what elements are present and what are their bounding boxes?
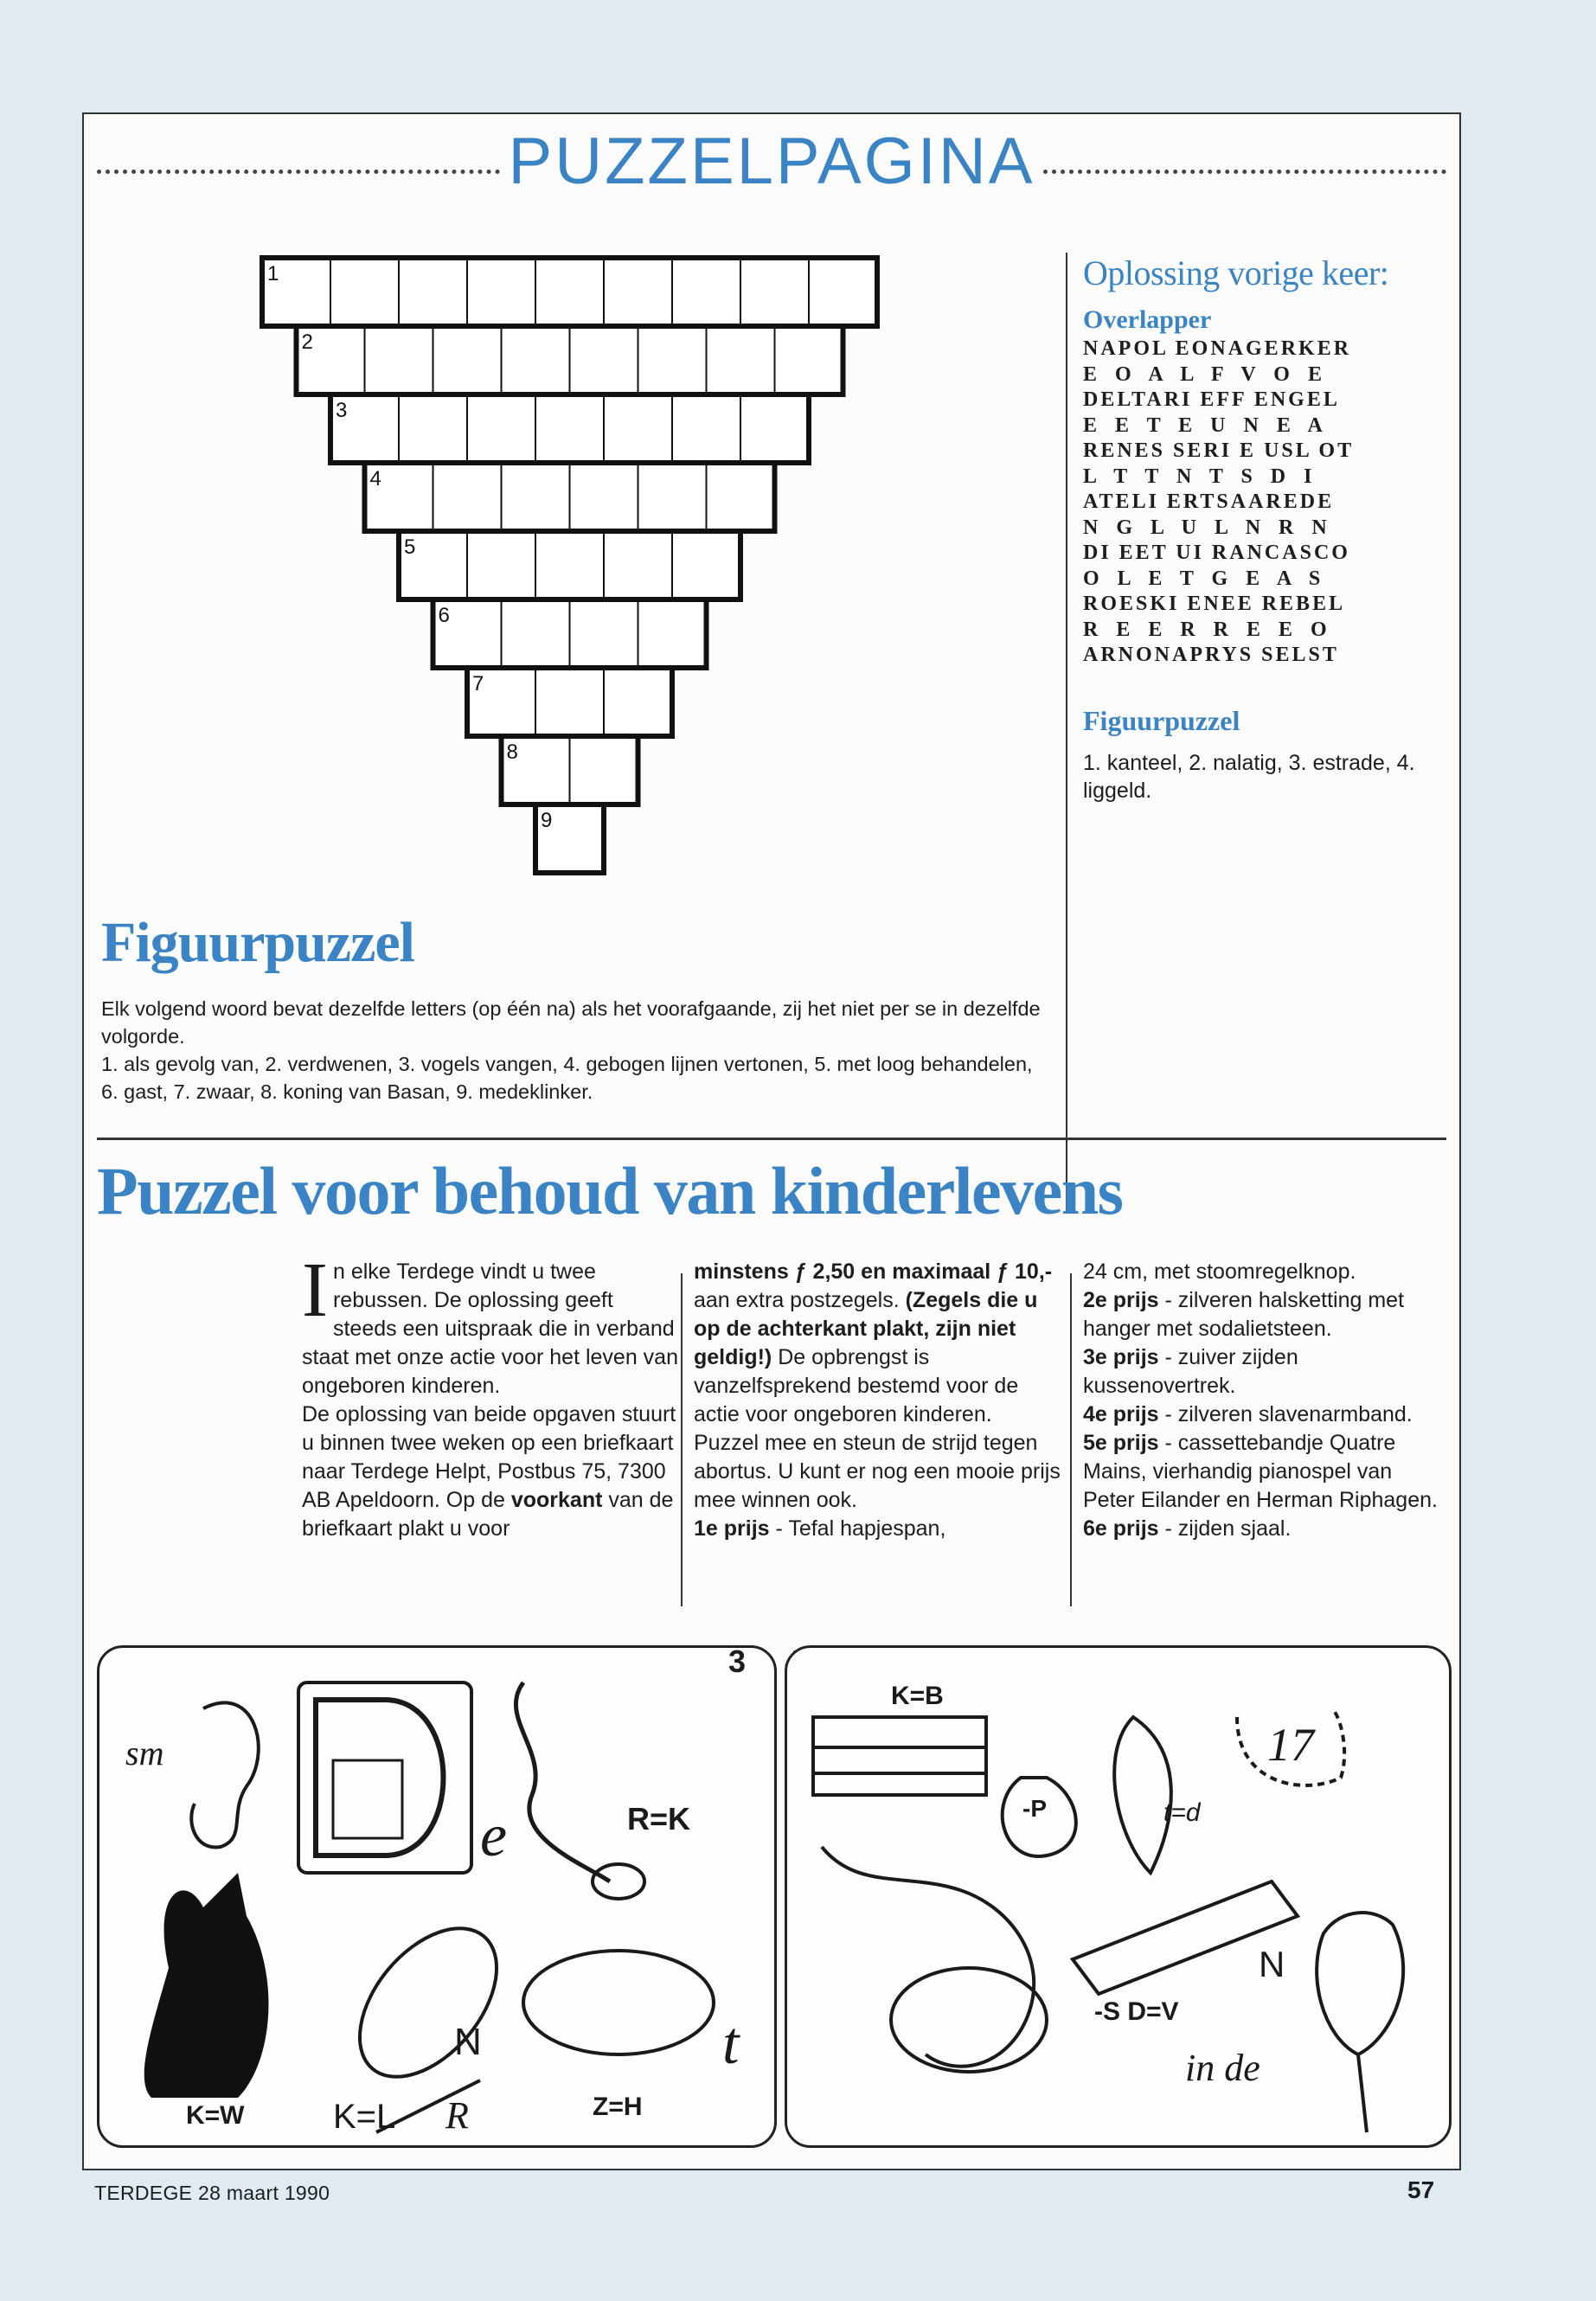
buckle-icon [593, 1864, 644, 1899]
overlapper-line: R E E R R E E O [1083, 618, 1330, 641]
article-bold: minstens ƒ 2,50 en maximaal ƒ 10,- [694, 1259, 1053, 1284]
rebus-label-p: -P [1022, 1795, 1047, 1822]
rebus-4-panel [785, 1645, 1452, 2148]
antlers-icon [822, 1847, 1034, 2067]
figuur-solution-text: 1. kanteel, 2. nalatig, 3. estrade, 4. liggeld. [1083, 750, 1415, 803]
rebus-label-n4: N [1259, 1944, 1285, 1984]
rebus-label-kw: K=W [186, 2101, 245, 2130]
rebus-label-rk: R=K [627, 1801, 691, 1836]
header-dots-right [1043, 170, 1446, 174]
grid-cell[interactable] [570, 736, 638, 804]
overlapper-line: E E T E U N E A [1083, 413, 1325, 437]
article-column-3 [1083, 1258, 1446, 1543]
prize-line [694, 1515, 1066, 1543]
grate-icon [333, 1760, 402, 1838]
overlapper-line: ARNONAPRYS SELST [1083, 644, 1339, 666]
carrot-icon [1114, 1717, 1171, 1873]
prize-label: 4e prijs [1083, 1402, 1159, 1426]
prize-label: 5e prijs [1083, 1431, 1159, 1455]
overlapper-line: ROESKI ENEE REBEL [1083, 593, 1346, 615]
previous-solution [1083, 253, 1446, 804]
grid-row-number: 3 [336, 399, 348, 422]
overlapper-line: L T T N T S D I [1083, 465, 1315, 488]
prize-label: 1e prijs [694, 1516, 770, 1541]
page-header [97, 127, 1446, 196]
prize-text: - zilveren slavenarmband. [1158, 1402, 1413, 1426]
column-rule [1070, 1273, 1072, 1606]
grid-cell[interactable] [570, 463, 638, 531]
grid-cell[interactable] [433, 463, 502, 531]
sieve-icon [523, 1951, 714, 2054]
rebus-label-n: N [454, 2021, 482, 2063]
grid-cell[interactable] [502, 599, 570, 668]
rebus-3-drawing [99, 1648, 774, 2145]
rebus-3-panel [97, 1645, 777, 2148]
figuur-solution-title: Figuurpuzzel [1083, 704, 1240, 736]
figuurpuzzel-body [101, 995, 1044, 1106]
grid-cell[interactable] [672, 394, 740, 463]
grid-cell[interactable] [502, 326, 570, 394]
rebus-label-cup: 17 [1267, 1719, 1314, 1771]
grid-row-number: 2 [301, 330, 313, 354]
grid-row-number: 9 [541, 809, 553, 832]
grid-cell[interactable] [467, 394, 535, 463]
figuurpuzzel-title: Figuurpuzzel [101, 911, 414, 974]
prize-text: - cassettebandje Quatre Mains, vierhandig pianospel van Peter Eilander en Herman Riphagen. [1083, 1431, 1438, 1512]
grid-row-number: 1 [267, 262, 279, 285]
overlapper-line: RENES SERI E USL OT [1083, 439, 1355, 462]
rebus-label-e: e [480, 1803, 508, 1869]
section-divider [97, 1138, 1446, 1140]
overlapper-line: E O A L F V O E [1083, 362, 1324, 386]
grid-row-number: 7 [472, 672, 484, 695]
grid-cell[interactable] [707, 463, 775, 531]
prize-text: - zijden sjaal. [1158, 1516, 1292, 1541]
overlapper-line: ATELI ERTSAAREDE [1083, 490, 1335, 513]
cat-icon [144, 1873, 269, 2098]
grid-cell[interactable] [467, 531, 535, 599]
grid-cell[interactable] [740, 394, 809, 463]
solution-heading: Oplossing vorige keer: [1083, 253, 1389, 292]
grid-cell[interactable] [672, 258, 740, 326]
grid-cell[interactable] [775, 326, 843, 394]
prize-text: - zuiver zijden kussenovertrek. [1083, 1345, 1298, 1398]
rebus-label-kl: K=L [333, 2098, 396, 2136]
grid-cell[interactable] [535, 531, 604, 599]
column-rule [681, 1273, 683, 1606]
article-bold: (Zegels die u op de achterkant plakt, zijn niet geldig!) [694, 1288, 1038, 1369]
measuring-tape-icon [516, 1682, 610, 1881]
rebus-label-sdv: -S D=V [1094, 1997, 1179, 2026]
prize-line [1083, 1515, 1446, 1543]
grid-cell[interactable] [535, 394, 604, 463]
footer-issue: TERDEGE 28 maart 1990 [94, 2182, 330, 2204]
drop-cap: I [302, 1247, 328, 1333]
grid-row-number: 4 [369, 467, 381, 490]
rebus-label-zh: Z=H [593, 2093, 643, 2121]
grid-cell[interactable] [365, 326, 433, 394]
grid-cell[interactable] [809, 258, 877, 326]
prize-label: 2e prijs [1083, 1288, 1159, 1312]
page-number: 57 [1407, 2176, 1435, 2203]
grid-cell[interactable] [570, 599, 638, 668]
grid-cell[interactable] [638, 463, 707, 531]
grid-cell[interactable] [604, 394, 672, 463]
deer-head-icon [891, 1968, 1047, 2072]
grid-cell[interactable] [502, 463, 570, 531]
overlapper-solution [1083, 336, 1446, 669]
overlapper-line: O L E T G E A S [1083, 567, 1324, 590]
rebus-label-t: t [722, 2010, 740, 2077]
overlapper-line: NAPOL EONAGERKER [1083, 337, 1352, 360]
article-text: aan extra postzegels. [694, 1288, 906, 1312]
prize-line [1083, 1343, 1446, 1400]
page-title: PUZZELPAGINA [508, 125, 1035, 198]
prize-line [1083, 1429, 1446, 1515]
rebus-label-sm: sm [125, 1734, 164, 1772]
grid-cell[interactable] [433, 326, 502, 394]
inverted-triangle-grid [257, 253, 897, 884]
overlapper-title: Overlapper [1083, 305, 1212, 334]
article-column-1 [302, 1247, 678, 1543]
rebus-label-r: R [445, 2094, 469, 2137]
grid-cell[interactable] [604, 258, 672, 326]
article-column-2 [694, 1258, 1066, 1543]
article-text: De opbrengst is vanzelfsprekend bestemd voor de actie voor ongeboren kinderen. [694, 1345, 1019, 1426]
grid-cell[interactable] [707, 326, 775, 394]
grid-cell[interactable] [740, 258, 809, 326]
prize-text: - Tefal hapjespan, [769, 1516, 946, 1541]
rebus-label-kb: K=B [891, 1682, 944, 1710]
article-paragraph [302, 1247, 678, 1400]
page-frame [82, 112, 1461, 2204]
beetle-icon [333, 1903, 523, 2102]
article-text: n elke Terdege vindt u twee rebussen. De oplossing geeft steeds een uitspraak die in verband staat met onze actie voor het leven van ongeboren kinderen. [302, 1259, 678, 1398]
prize-label: 6e prijs [1083, 1516, 1159, 1541]
rebus-4-drawing [787, 1648, 1449, 2145]
kinder-title: Puzzel voor behoud van kinderlevens [97, 1153, 1123, 1228]
grid-row-number: 6 [438, 604, 450, 627]
grid-cell[interactable] [330, 258, 399, 326]
rebus-number-left: 3 [728, 1644, 747, 1679]
grid-row-number: 8 [506, 740, 518, 764]
article-paragraph: 24 cm, met stoomregelknop. [1083, 1259, 1356, 1284]
prize-line [1083, 1286, 1446, 1343]
overlapper-line: DELTARI EFF ENGEL [1083, 388, 1340, 411]
article-paragraph [694, 1258, 1066, 1429]
article-paragraph: Puzzel mee en steun de strijd tegen abortus. U kunt er nog een mooie prijs mee winnen ook. [694, 1431, 1061, 1512]
grid-cell[interactable] [399, 258, 467, 326]
grid-cell[interactable] [535, 668, 604, 736]
overlapper-line: N G L U L N R N [1083, 516, 1330, 539]
grid-cell[interactable] [604, 668, 672, 736]
figuurpuzzel-clues: 1. als gevolg van, 2. verdwenen, 3. vogels vangen, 4. gebogen lijnen vertonen, 5. met loog behandelen, 6. gast, 7. zwaar, 8. koning van Basan, 9. medeklinker. [101, 1053, 1033, 1103]
prize-text: - zilveren halsketting met hanger met sodalietsteen. [1083, 1288, 1405, 1341]
grid-cell[interactable] [638, 326, 707, 394]
grid-cell[interactable] [399, 394, 467, 463]
grid-cell[interactable] [467, 258, 535, 326]
ear-icon [191, 1702, 259, 1847]
prize-label: 3e prijs [1083, 1345, 1159, 1369]
figuurpuzzel-intro: Elk volgend woord bevat dezelfde letters (op één na) als het voorafgaande, zij het niet per se in dezelfde volgorde. [101, 997, 1041, 1048]
grid-cell[interactable] [535, 258, 604, 326]
article-paragraph [302, 1400, 678, 1543]
rebus-label-inde: in de [1185, 2047, 1260, 2089]
grid-cell[interactable] [570, 326, 638, 394]
overlapper-line: DI EET UI RANCASCO [1083, 542, 1350, 564]
grid-cell[interactable] [604, 531, 672, 599]
rebus-label-td: t=d [1163, 1798, 1201, 1827]
prize-line [1083, 1400, 1446, 1429]
grid-cell[interactable] [672, 531, 740, 599]
grid-cell[interactable] [638, 599, 707, 668]
header-dots-left [97, 170, 500, 174]
fence-icon [813, 1717, 986, 1795]
article-bold: voorkant [510, 1488, 603, 1512]
article-text: van de briefkaart plakt u voor [302, 1488, 674, 1541]
letter-d-outline [316, 1700, 444, 1856]
grid-row-number: 5 [404, 535, 416, 559]
column-divider [1066, 253, 1067, 1213]
tulip-icon [1317, 1913, 1403, 2054]
article-text: De oplossing van beide opgaven stuurt u binnen twee weken op een briefkaart naar Terdege Helpt, Postbus 75, 7300 AB Apeldoorn. Op de [302, 1402, 676, 1512]
